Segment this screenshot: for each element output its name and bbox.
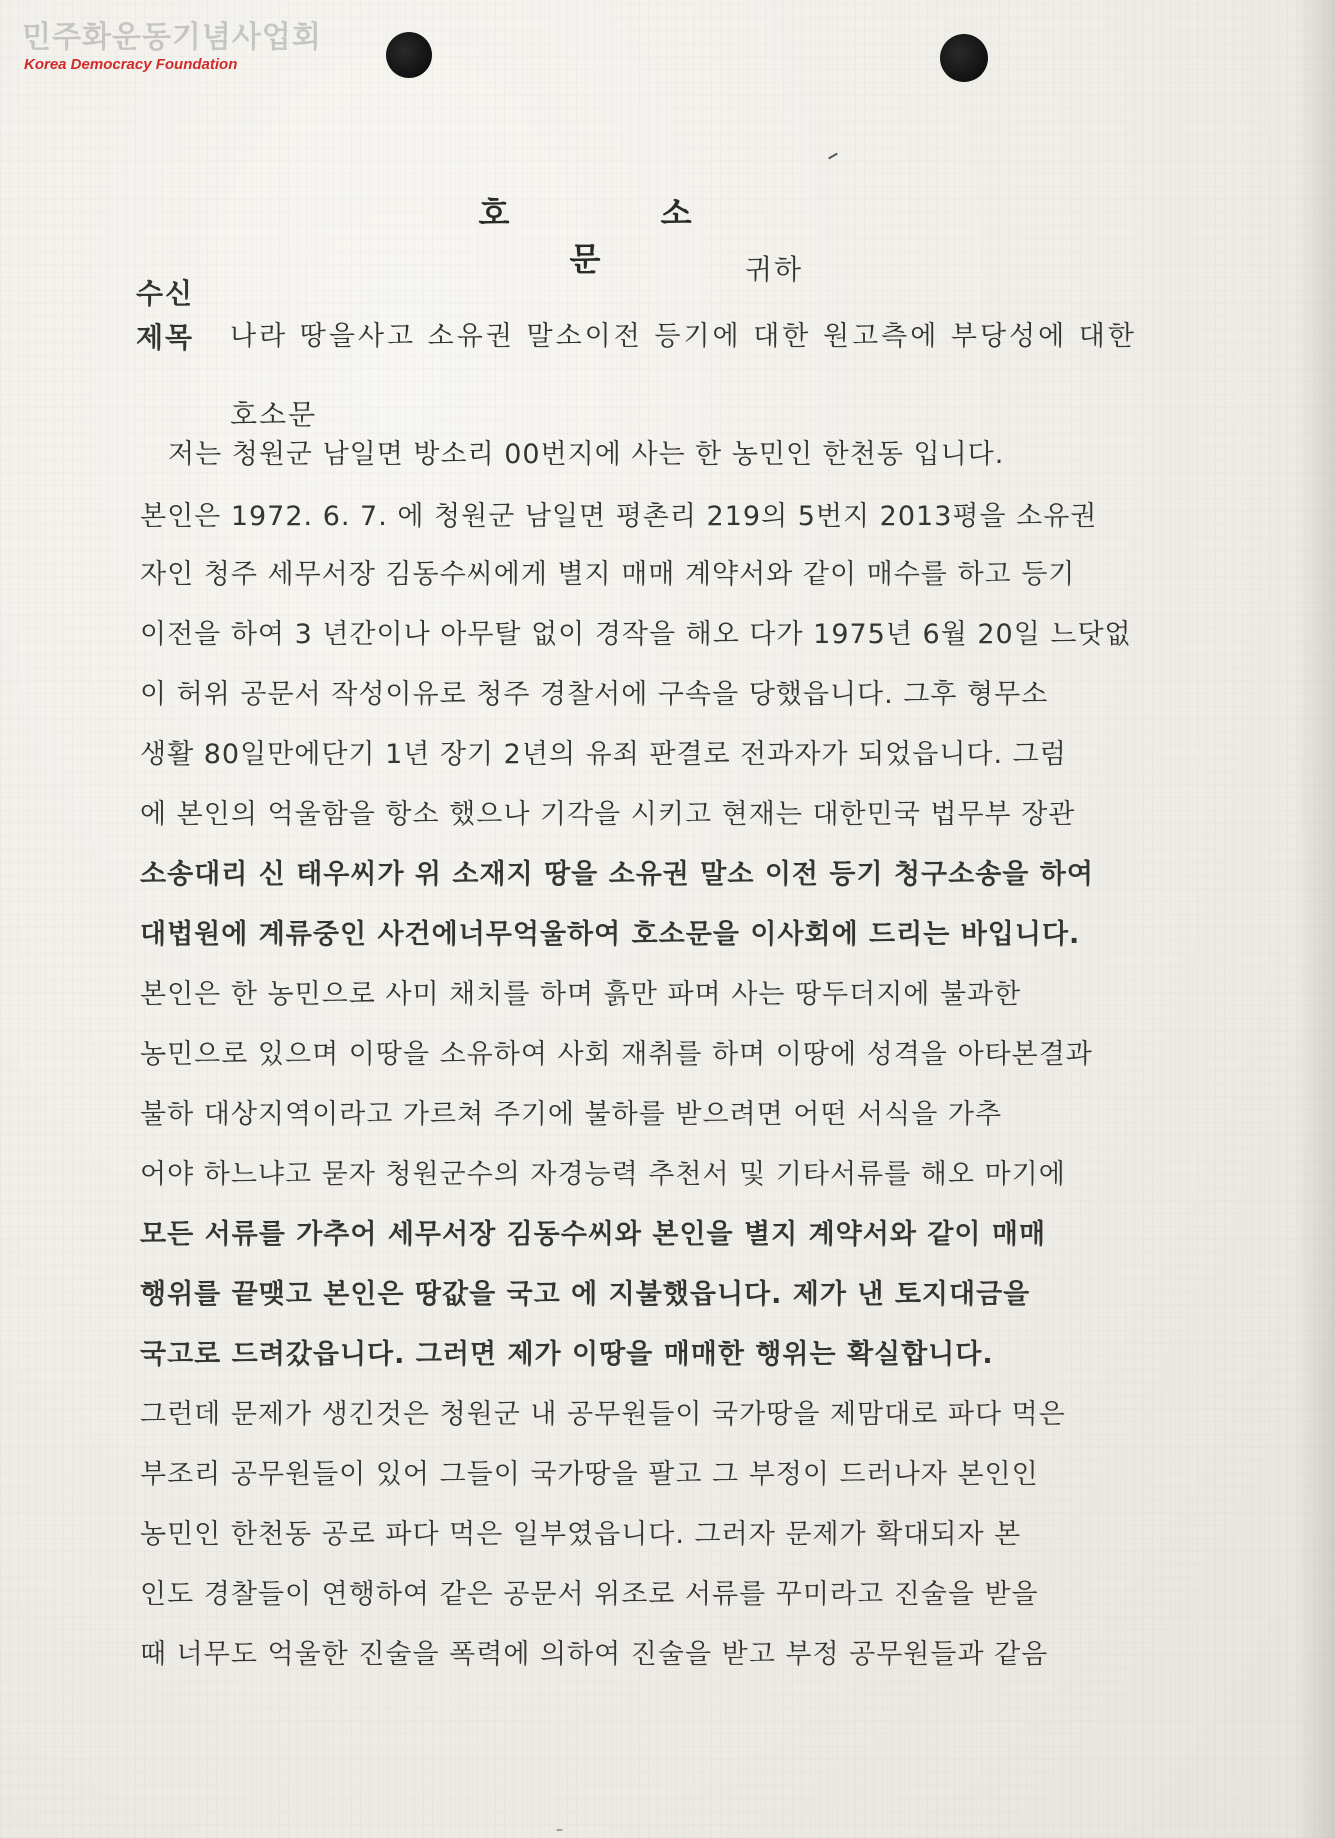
body-line: 농민인 한천동 공로 파다 먹은 일부였읍니다. 그러자 문제가 확대되자 본 (140, 1519, 1022, 1550)
watermark-korean: 민주화운동기념사업회 (22, 20, 322, 55)
document-title: 호 소 문 (478, 194, 762, 278)
body-line: 본인은 한 농민으로 사미 채치를 하며 흙만 파며 사는 땅두더지에 불과한 (140, 979, 1022, 1010)
bottom-dash-mark: – (556, 1822, 563, 1838)
body-line: 부조리 공무원들이 있어 그들이 국가땅을 팔고 그 부정이 드러나자 본인인 (140, 1459, 1039, 1490)
body-line: 소송대리 신 태우씨가 위 소재지 땅을 소유권 말소 이전 등기 청구소송을 하여 (140, 859, 1094, 890)
recipient-label: 수신 (136, 277, 195, 310)
body-line: 자인 청주 세무서장 김동수씨에게 별지 매매 계약서와 같이 매수를 하고 등기 (140, 559, 1076, 590)
body-line: 이 허위 공문서 작성이유로 청주 경찰서에 구속을 당했읍니다. 그후 형무소 (140, 679, 1049, 710)
body-line: 대법원에 계류중인 사건에너무억울하여 호소문을 이사회에 드리는 바입니다. (140, 919, 1081, 950)
body-line: 저는 청원군 남일면 방소리 00번지에 사는 한 농민인 한천동 입니다. (168, 439, 1005, 470)
punch-hole-right (940, 34, 988, 82)
body-line: 불하 대상지역이라고 가르쳐 주기에 불하를 받으려면 어떤 서식을 가추 (140, 1099, 1003, 1130)
body-line: 본인은 1972. 6. 7. 에 청원군 남일면 평촌리 219의 5번지 2013평을 소유권 (140, 501, 1098, 532)
body-line: 행위를 끝맺고 본인은 땅값을 국고 에 지불했읍니다. 제가 낸 토지대금을 (140, 1279, 1031, 1310)
punch-hole-left (386, 32, 432, 78)
body-line: 인도 경찰들이 연행하여 같은 공문서 위조로 서류를 꾸미라고 진술을 받을 (140, 1579, 1039, 1610)
page-edge-shadow (1295, 0, 1335, 1838)
body-line: 모든 서류를 가추어 세무서장 김동수씨와 본인을 별지 계약서와 같이 매매 (140, 1219, 1047, 1250)
body-line: 이전을 하여 3 년간이나 아무탈 없이 경작을 해오 다가 1975년 6월 20일 느닷없 (140, 619, 1132, 650)
subject-text: 나라 땅을사고 소유권 말소이전 등기에 대한 원고측에 부당성에 대한 (230, 321, 1137, 352)
body-line: 국고로 드려갔읍니다. 그러면 제가 이땅을 매매한 행위는 확실합니다. (140, 1339, 994, 1370)
body-line: 때 너무도 억울한 진술을 폭력에 의하여 진술을 받고 부정 공무원들과 같음 (140, 1639, 1049, 1670)
body-line: 농민으로 있으며 이땅을 소유하여 사회 재취를 하며 이땅에 성격을 아타본결과 (140, 1039, 1093, 1070)
body-line: 그런데 문제가 생긴것은 청원군 내 공무원들이 국가땅을 제맘대로 파다 먹은 (140, 1399, 1066, 1430)
recipient-value: 귀하 (745, 253, 804, 286)
pen-mark (828, 153, 838, 160)
subject-label: 제목 (136, 321, 195, 354)
body-line: 어야 하느냐고 묻자 청원군수의 자경능력 추천서 및 기타서류를 해오 마기에 (140, 1159, 1066, 1190)
body-line: 생활 80일만에단기 1년 장기 2년의 유죄 판결로 전과자가 되었읍니다. 그럼 (140, 739, 1067, 770)
watermark-english: Korea Democracy Foundation (24, 56, 238, 73)
subject-text-continued: 호소문 (230, 398, 318, 431)
watermark (22, 20, 322, 74)
body-line: 에 본인의 억울함을 항소 했으나 기각을 시키고 현재는 대한민국 법무부 장관 (140, 799, 1076, 830)
